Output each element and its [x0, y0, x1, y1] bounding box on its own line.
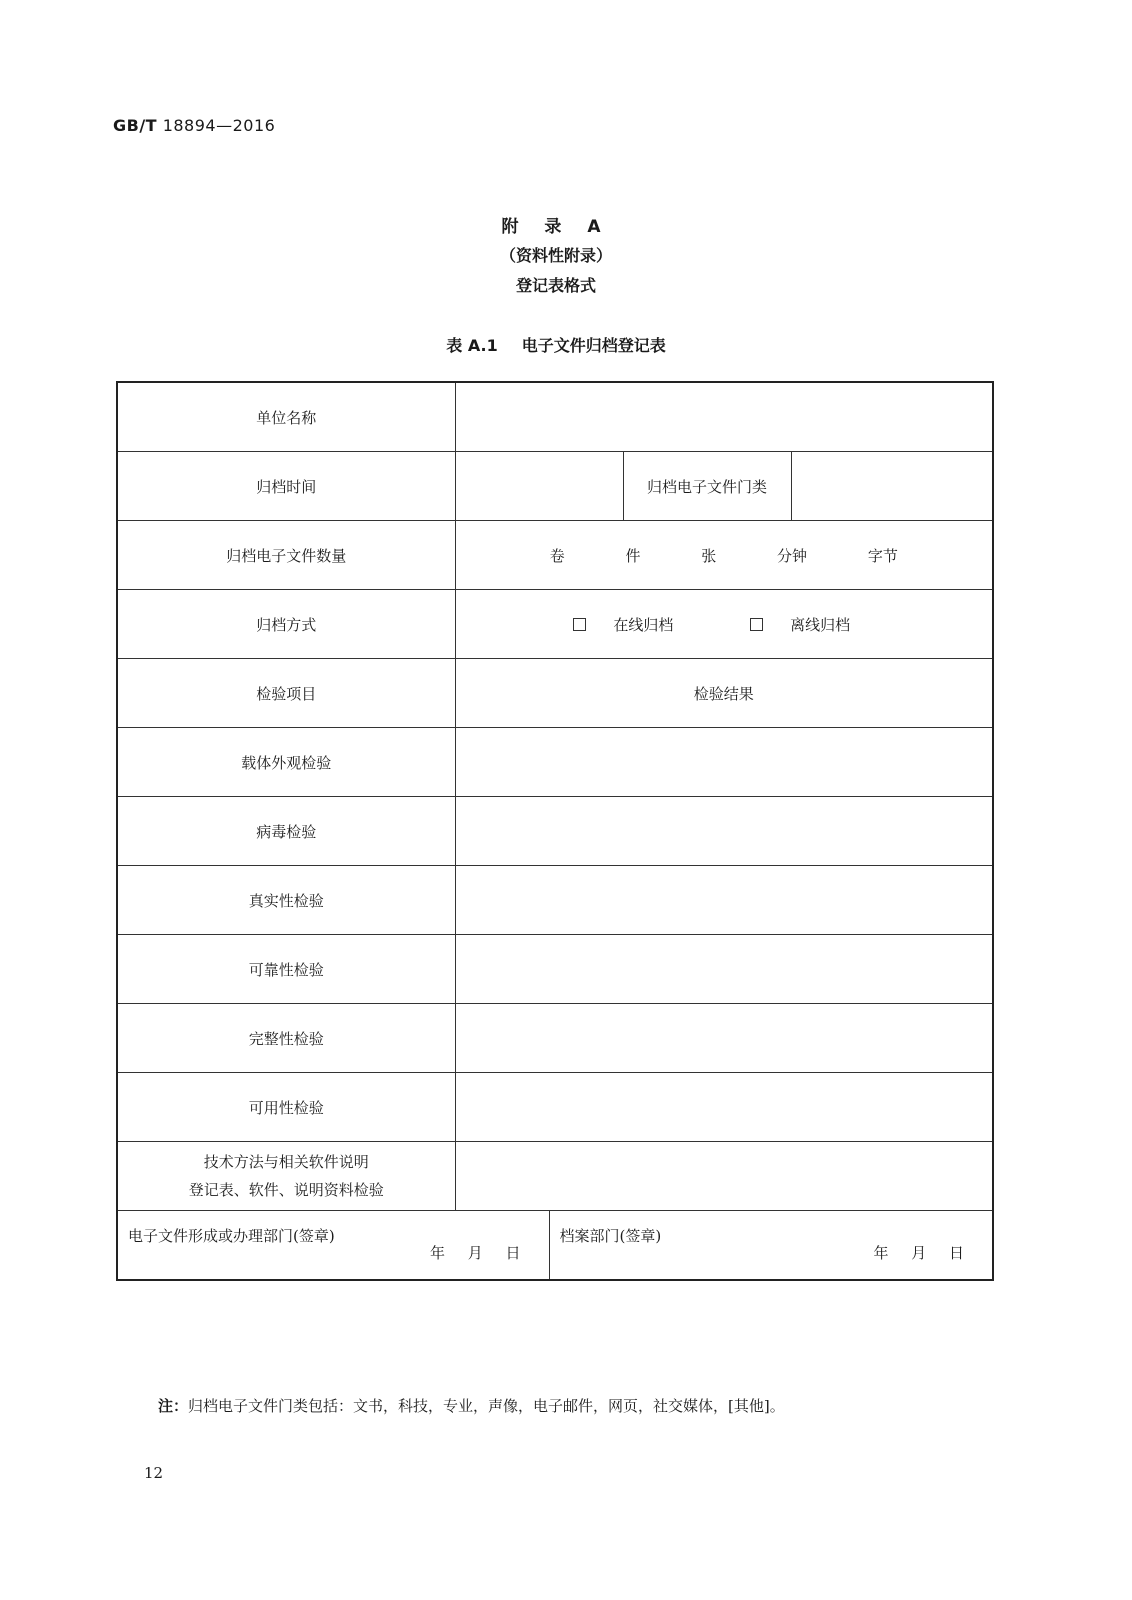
unit-name-label: 单位名称 — [117, 382, 455, 452]
checkbox-icon[interactable] — [573, 618, 586, 631]
file-count-field[interactable] — [455, 521, 993, 590]
table-row — [117, 590, 993, 659]
check-row-result[interactable] — [455, 1004, 993, 1073]
table-row — [117, 1211, 993, 1281]
check-row-label: 载体外观检验 — [117, 728, 455, 797]
file-category-label: 归档电子文件门类 — [623, 452, 791, 521]
check-row-result[interactable] — [455, 728, 993, 797]
standard-number: 18894—2016 — [162, 116, 276, 135]
archive-method-label: 归档方式 — [117, 590, 455, 659]
file-count-label: 归档电子文件数量 — [117, 521, 455, 590]
note-text: 归档电子文件门类包括：文书，科技，专业，声像，电子邮件，网页，社交媒体，[其他]。 — [188, 1397, 785, 1415]
table-note — [158, 1395, 785, 1416]
table-row — [117, 1073, 993, 1142]
check-row-result[interactable] — [455, 866, 993, 935]
unit-name-field[interactable] — [455, 382, 993, 452]
archive-signature-cell[interactable] — [549, 1211, 993, 1281]
page-number: 12 — [144, 1464, 164, 1482]
appendix-name: 登记表格式 — [515, 276, 596, 295]
unit-volume: 卷 — [549, 546, 565, 565]
online-option-label: 在线归档 — [613, 615, 674, 634]
standard-prefix: GB/T — [113, 116, 158, 135]
unit-minute: 分钟 — [777, 546, 808, 565]
standard-code — [113, 116, 275, 135]
table-row — [117, 659, 993, 728]
check-row-label: 真实性检验 — [117, 866, 455, 935]
archive-method-field — [455, 590, 993, 659]
table-caption-title: 电子文件归档登记表 — [521, 336, 666, 355]
table-caption-number: 表 A.1 — [446, 336, 498, 355]
table-row — [117, 521, 993, 590]
tech-docs-result[interactable] — [455, 1142, 993, 1211]
dept-signature-label: 电子文件形成或办理部门(签章) — [128, 1227, 335, 1245]
archive-time-field[interactable] — [455, 452, 623, 521]
table-row — [117, 382, 993, 452]
tech-docs-line2: 登记表、软件、说明资料检验 — [188, 1181, 384, 1199]
online-option[interactable] — [573, 614, 697, 635]
offline-option[interactable] — [750, 614, 874, 635]
table-row — [117, 728, 993, 797]
unit-sheet: 张 — [701, 546, 717, 565]
note-label: 注： — [158, 1397, 189, 1415]
table-caption — [0, 333, 1112, 356]
check-result-header: 检验结果 — [455, 659, 993, 728]
file-category-field[interactable] — [791, 452, 993, 521]
tech-docs-line1: 技术方法与相关软件说明 — [203, 1153, 369, 1171]
check-row-label: 可用性检验 — [117, 1073, 455, 1142]
table-row — [117, 866, 993, 935]
archive-signature-label: 档案部门(签章) — [559, 1227, 662, 1245]
check-row-result[interactable] — [455, 935, 993, 1004]
checkbox-icon[interactable] — [750, 618, 763, 631]
table-row — [117, 1142, 993, 1211]
dept-signature-date: 年 月 日 — [429, 1244, 521, 1262]
appendix-subtitle: （资料性附录） — [499, 246, 612, 265]
archive-signature-date: 年 月 日 — [873, 1244, 964, 1262]
check-row-result[interactable] — [455, 797, 993, 866]
check-item-header: 检验项目 — [117, 659, 455, 728]
check-row-result[interactable] — [455, 1073, 993, 1142]
archive-time-label: 归档时间 — [117, 452, 455, 521]
table-row — [117, 452, 993, 521]
check-row-label: 可靠性检验 — [117, 935, 455, 1004]
appendix-title: 附 录 A — [501, 217, 611, 237]
registration-table — [116, 381, 994, 1281]
unit-byte: 字节 — [867, 546, 898, 565]
table-row — [117, 1004, 993, 1073]
offline-option-label: 离线归档 — [790, 615, 851, 634]
check-row-label: 完整性检验 — [117, 1004, 455, 1073]
tech-docs-label — [117, 1142, 455, 1211]
unit-piece: 件 — [625, 546, 641, 565]
table-row — [117, 797, 993, 866]
dept-signature-cell[interactable] — [117, 1211, 549, 1281]
check-row-label: 病毒检验 — [117, 797, 455, 866]
table-row — [117, 935, 993, 1004]
